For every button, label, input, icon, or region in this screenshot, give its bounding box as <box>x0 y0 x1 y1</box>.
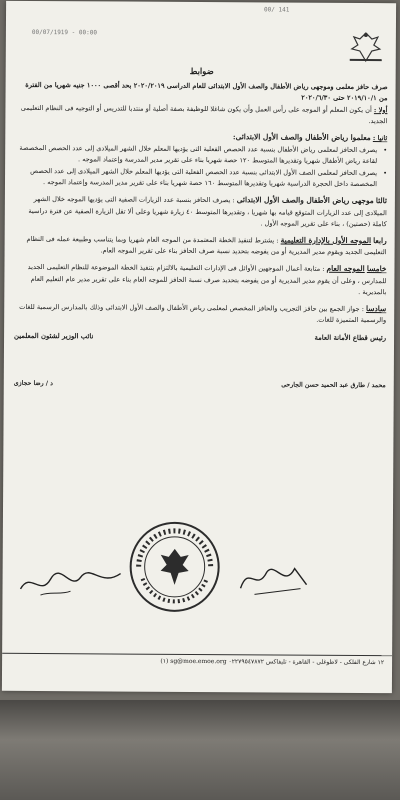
signature-right-title: رئيس قطاع الأمانة العامة <box>314 333 387 343</box>
footer-email: sg@moe.emoe.org <box>170 657 227 666</box>
header-code-right: 00/ 141 <box>264 6 290 14</box>
section-2-label: ثانيا : <box>372 134 388 143</box>
signature-left-title: نائب الوزير لشئون المعلمين <box>14 331 94 341</box>
header-code-left: 00/07/1919 - 00:00 <box>31 28 97 37</box>
footer-address: ١٢ شارع الفلكى - لاظوغلى - القاهرة - تليفاكس <box>265 658 385 667</box>
footer-line <box>10 657 384 666</box>
section-1-label: أولا : <box>373 105 388 114</box>
official-seal-stamp <box>124 517 225 618</box>
document-title: ضوابط <box>189 65 214 77</box>
section-5-text: : متابعة أعمال الموجهين الأوائل فى الإدارات التعليمية بالالتزام بتنفيذ الخطة الموضوعة للنظام التعليمى الجديد للمدارس ، وعلى أن يقوم مدير المديرية أو من يفوضه بتحديد صرف نسبة الحافز للموجه العام بناء على تقرير مدير عام التعليم العام بالمديرية . <box>27 262 387 297</box>
section-5-label: خامسا <box>366 263 387 274</box>
section-5 <box>14 261 386 299</box>
section-1 <box>15 103 387 128</box>
section-5-heading: الموجه العام <box>326 263 365 273</box>
section-2-heading: معلموا رياض الأطفال والصف الأول الابتدائى: <box>232 132 371 143</box>
section-2-bullet-first-grade: • يصرف الحافز لمعلمى الصف الأول الابتدائى بنسبة عدد الحصص الفعلية التى يؤديها المعلم خلال الشهر الميلادى إلى عدد الحصص المخصصة داخل الحجرة الدراسية شهريا وتقديرها المتوسط ١٦٠ حصة شهريا بناء على تقرير مدير المدرسة وإعتماد الموجه . <box>15 166 387 191</box>
section-3 <box>15 193 387 231</box>
section-2-bullet-kindergarten: • يصرف الحافز لمعلمى رياض الأطفال بنسبة عدد الحصص الفعلية التى يؤديها المعلم خلال الشهر الميلادى إلى عدد الحصص المخصصة لقاعة رياض الأطفال شهريا وتقديرها المتوسط ١٢٠ حصة شهريا بناء على تقرير مدير المدرسة وإعتماد الموجه . <box>15 142 387 167</box>
footer-phone: ٠٢٢٧٩٥٤٧٨٧٢ <box>228 658 264 666</box>
section-3-label: ثالثا <box>375 196 387 206</box>
footer-page-number: (١) <box>160 657 169 665</box>
section-3-heading: موجهى رياض الأطفال والصف الأول الابتدائى <box>236 195 374 206</box>
section-4-heading: الموجه الأول بالإدارة التعليمية <box>280 235 372 245</box>
binder-background <box>0 700 400 800</box>
document-page <box>2 1 396 693</box>
section-4-label: رابعا <box>373 235 387 245</box>
ministry-eagle-logo <box>344 29 388 65</box>
section-1-text: أن يكون المعلم أو الموجه على رأس العمل وأن يكون شاغلا للوظيفة بصفة أصلية أو منتدبا للتدريس أو التوجيه فى النظام التعليمى الجديد. <box>20 103 388 126</box>
section-6-label: سادسا <box>366 303 387 313</box>
section-6-text: : جواز الجمع بين حافز التجريب والحافز المخصص لمعلمى رياض الأطفال والصف الأول الابتدائى وذلك بالمدارس الرسمية للغات والرسمية المتميزة للغات. <box>19 302 387 325</box>
signature-left-name: د / رضا حجازى <box>13 380 53 388</box>
document-intro: صرف حافز معلمى وموجهى رياض الأطفال والصف الأول الابتدائى للعام الدراسى ٢٠٢٠/٢٠١٩ بحد أقصى ١٠٠٠ جنيه شهريا من الفترة من ٢٠١٩/١٠/١ حتى ٢٠٢٠/٦/٣٠ <box>25 80 388 103</box>
section-3-text: : يصرف الحافز بنسبة عدد الزيارات الصفية التى يؤديها الموجه خلال الشهر الميلادى إلى عدد الزيارات المتوقع قيامه بها شهريا ، وتقديرها المتوسط ٤٠ زيارة شهريا وعلى ألا تقل الزيارة الصفية عن فترة دراسية كاملة (حصتين) ، بناء على تقرير الموجه الأول . <box>28 194 387 229</box>
document-body <box>14 65 388 392</box>
handwritten-signature-left <box>10 561 130 602</box>
signature-right-name: محمد / طارق عبد الحميد حسن الجارحى <box>281 381 386 390</box>
section-4 <box>15 233 387 259</box>
signature-names <box>14 378 386 392</box>
section-6 <box>14 301 386 327</box>
document-footer <box>2 653 392 679</box>
handwritten-signature-right <box>234 558 314 598</box>
section-4-text: : يشترط لتنفيذ الخطة المعتمدة من الموجه العام شهريا وبما يتناسب وطبيعة عمله فى النظام التعليمى الجديد ويقوم مدير المديرية أو من يفوضه بتحديد نسبة صرف الحافز بناء على تقرير الموجه العام. <box>26 234 387 257</box>
